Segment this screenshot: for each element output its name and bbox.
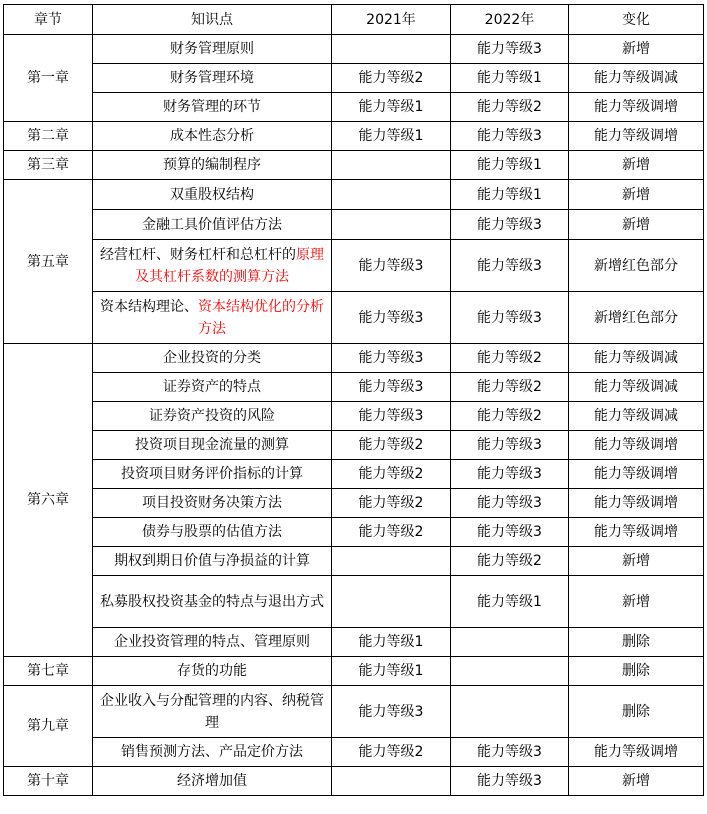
year-2022-cell: 能力等级3 — [451, 460, 569, 489]
change-cell: 能力等级调增 — [569, 738, 704, 767]
knowledge-point-cell: 财务管理原则 — [93, 35, 332, 64]
table-row — [4, 460, 704, 489]
year-2021-cell: 能力等级2 — [332, 64, 451, 93]
year-2022-cell: 能力等级2 — [451, 344, 569, 373]
knowledge-point-cell: 期权到期日价值与净损益的计算 — [93, 547, 332, 576]
table-row — [4, 576, 704, 628]
change-cell: 新增 — [569, 151, 704, 180]
change-cell: 能力等级调增 — [569, 489, 704, 518]
knowledge-point-cell: 投资项目现金流量的测算 — [93, 431, 332, 460]
table-row — [4, 657, 704, 686]
header-chapter: 章节 — [4, 5, 93, 35]
header-year-2022: 2022年 — [451, 5, 569, 35]
year-2022-cell: 能力等级3 — [451, 431, 569, 460]
chapter-cell: 第十章 — [4, 767, 93, 796]
change-cell: 能力等级调减 — [569, 373, 704, 402]
change-cell: 新增 — [569, 767, 704, 796]
change-cell: 能力等级调减 — [569, 64, 704, 93]
year-2022-cell: 能力等级2 — [451, 373, 569, 402]
knowledge-change-table — [3, 4, 704, 796]
change-cell: 能力等级调增 — [569, 93, 704, 122]
year-2021-cell — [332, 210, 451, 240]
change-cell: 删除 — [569, 686, 704, 738]
year-2022-cell: 能力等级1 — [451, 151, 569, 180]
knowledge-point-text: 资本结构理论、 — [100, 298, 198, 315]
change-cell: 能力等级调增 — [569, 122, 704, 151]
change-cell: 删除 — [569, 628, 704, 657]
year-2022-cell: 能力等级3 — [451, 518, 569, 547]
year-2022-cell: 能力等级3 — [451, 738, 569, 767]
table-row — [4, 35, 704, 64]
change-cell: 能力等级调减 — [569, 402, 704, 431]
year-2021-cell — [332, 767, 451, 796]
year-2021-cell — [332, 576, 451, 628]
header-year-2021: 2021年 — [332, 5, 451, 35]
year-2022-cell: 能力等级3 — [451, 35, 569, 64]
year-2022-cell: 能力等级3 — [451, 767, 569, 796]
table-row — [4, 686, 704, 738]
year-2021-cell — [332, 180, 451, 210]
table-row — [4, 518, 704, 547]
knowledge-point-text: 经营杠杆、财务杠杆和总杠杆的 — [100, 246, 296, 263]
knowledge-point-cell: 项目投资财务决策方法 — [93, 489, 332, 518]
year-2021-cell: 能力等级3 — [332, 686, 451, 738]
header-change: 变化 — [569, 5, 704, 35]
year-2021-cell — [332, 151, 451, 180]
year-2021-cell — [332, 547, 451, 576]
year-2022-cell: 能力等级3 — [451, 210, 569, 240]
table-row — [4, 292, 704, 344]
knowledge-point-cell: 双重股权结构 — [93, 180, 332, 210]
knowledge-point-cell: 金融工具价值评估方法 — [93, 210, 332, 240]
year-2021-cell: 能力等级1 — [332, 122, 451, 151]
year-2021-cell: 能力等级2 — [332, 738, 451, 767]
table-header-row — [4, 5, 704, 35]
knowledge-point-cell: 证券资产投资的风险 — [93, 402, 332, 431]
year-2021-cell: 能力等级1 — [332, 628, 451, 657]
change-cell: 新增 — [569, 35, 704, 64]
table-row — [4, 180, 704, 210]
change-cell: 新增 — [569, 210, 704, 240]
knowledge-point-cell: 私募股权投资基金的特点与退出方式 — [93, 576, 332, 628]
table-row — [4, 431, 704, 460]
table-row — [4, 64, 704, 93]
year-2021-cell — [332, 35, 451, 64]
year-2021-cell: 能力等级2 — [332, 518, 451, 547]
table-row — [4, 547, 704, 576]
table-row — [4, 240, 704, 292]
table-row — [4, 402, 704, 431]
table-row — [4, 373, 704, 402]
chapter-cell: 第三章 — [4, 151, 93, 180]
table-row — [4, 344, 704, 373]
year-2021-cell: 能力等级3 — [332, 344, 451, 373]
knowledge-point-new-text: 资本结构优化的分析方法 — [198, 298, 324, 337]
knowledge-point-cell: 经济增加值 — [93, 767, 332, 796]
chapter-cell: 第一章 — [4, 35, 93, 122]
year-2021-cell: 能力等级3 — [332, 240, 451, 292]
year-2022-cell: 能力等级1 — [451, 576, 569, 628]
year-2022-cell: 能力等级1 — [451, 180, 569, 210]
year-2022-cell: 能力等级3 — [451, 489, 569, 518]
year-2022-cell: 能力等级1 — [451, 64, 569, 93]
knowledge-point-cell — [93, 240, 332, 292]
chapter-cell: 第二章 — [4, 122, 93, 151]
year-2021-cell: 能力等级3 — [332, 402, 451, 431]
change-cell: 能力等级调减 — [569, 344, 704, 373]
knowledge-point-cell: 证券资产的特点 — [93, 373, 332, 402]
year-2021-cell: 能力等级2 — [332, 460, 451, 489]
knowledge-point-cell: 企业投资的分类 — [93, 344, 332, 373]
table-row — [4, 489, 704, 518]
table-row — [4, 628, 704, 657]
year-2021-cell: 能力等级3 — [332, 373, 451, 402]
knowledge-point-cell: 投资项目财务评价指标的计算 — [93, 460, 332, 489]
change-cell: 新增红色部分 — [569, 240, 704, 292]
change-cell: 能力等级调增 — [569, 518, 704, 547]
table-row — [4, 122, 704, 151]
year-2022-cell: 能力等级3 — [451, 292, 569, 344]
knowledge-point-cell: 企业收入与分配管理的内容、纳税管理 — [93, 686, 332, 738]
knowledge-point-cell: 存货的功能 — [93, 657, 332, 686]
year-2021-cell: 能力等级2 — [332, 431, 451, 460]
change-cell: 新增 — [569, 576, 704, 628]
knowledge-point-cell: 财务管理环境 — [93, 64, 332, 93]
knowledge-point-cell: 财务管理的环节 — [93, 93, 332, 122]
year-2021-cell: 能力等级2 — [332, 489, 451, 518]
header-knowledge-point: 知识点 — [93, 5, 332, 35]
chapter-cell: 第六章 — [4, 344, 93, 657]
knowledge-point-cell: 预算的编制程序 — [93, 151, 332, 180]
change-cell: 删除 — [569, 657, 704, 686]
change-cell: 新增红色部分 — [569, 292, 704, 344]
knowledge-point-cell: 债券与股票的估值方法 — [93, 518, 332, 547]
change-cell: 新增 — [569, 547, 704, 576]
chapter-cell: 第九章 — [4, 686, 93, 767]
table-row — [4, 738, 704, 767]
year-2022-cell: 能力等级2 — [451, 402, 569, 431]
table-row — [4, 210, 704, 240]
knowledge-point-new-text: 原理及其杠杆系数的测算方法 — [135, 246, 324, 285]
year-2021-cell: 能力等级1 — [332, 93, 451, 122]
year-2022-cell: 能力等级2 — [451, 547, 569, 576]
year-2021-cell: 能力等级1 — [332, 657, 451, 686]
change-cell: 能力等级调增 — [569, 431, 704, 460]
knowledge-point-cell: 成本性态分析 — [93, 122, 332, 151]
knowledge-point-cell — [93, 292, 332, 344]
chapter-cell: 第五章 — [4, 180, 93, 344]
year-2021-cell: 能力等级3 — [332, 292, 451, 344]
chapter-cell: 第七章 — [4, 657, 93, 686]
knowledge-point-cell: 销售预测方法、产品定价方法 — [93, 738, 332, 767]
year-2022-cell: 能力等级3 — [451, 240, 569, 292]
change-cell: 新增 — [569, 180, 704, 210]
year-2022-cell — [451, 657, 569, 686]
table-row — [4, 767, 704, 796]
year-2022-cell — [451, 686, 569, 738]
year-2022-cell: 能力等级3 — [451, 122, 569, 151]
year-2022-cell — [451, 628, 569, 657]
year-2022-cell: 能力等级2 — [451, 93, 569, 122]
knowledge-point-cell: 企业投资管理的特点、管理原则 — [93, 628, 332, 657]
table-row — [4, 151, 704, 180]
change-cell: 能力等级调增 — [569, 460, 704, 489]
table-row — [4, 93, 704, 122]
